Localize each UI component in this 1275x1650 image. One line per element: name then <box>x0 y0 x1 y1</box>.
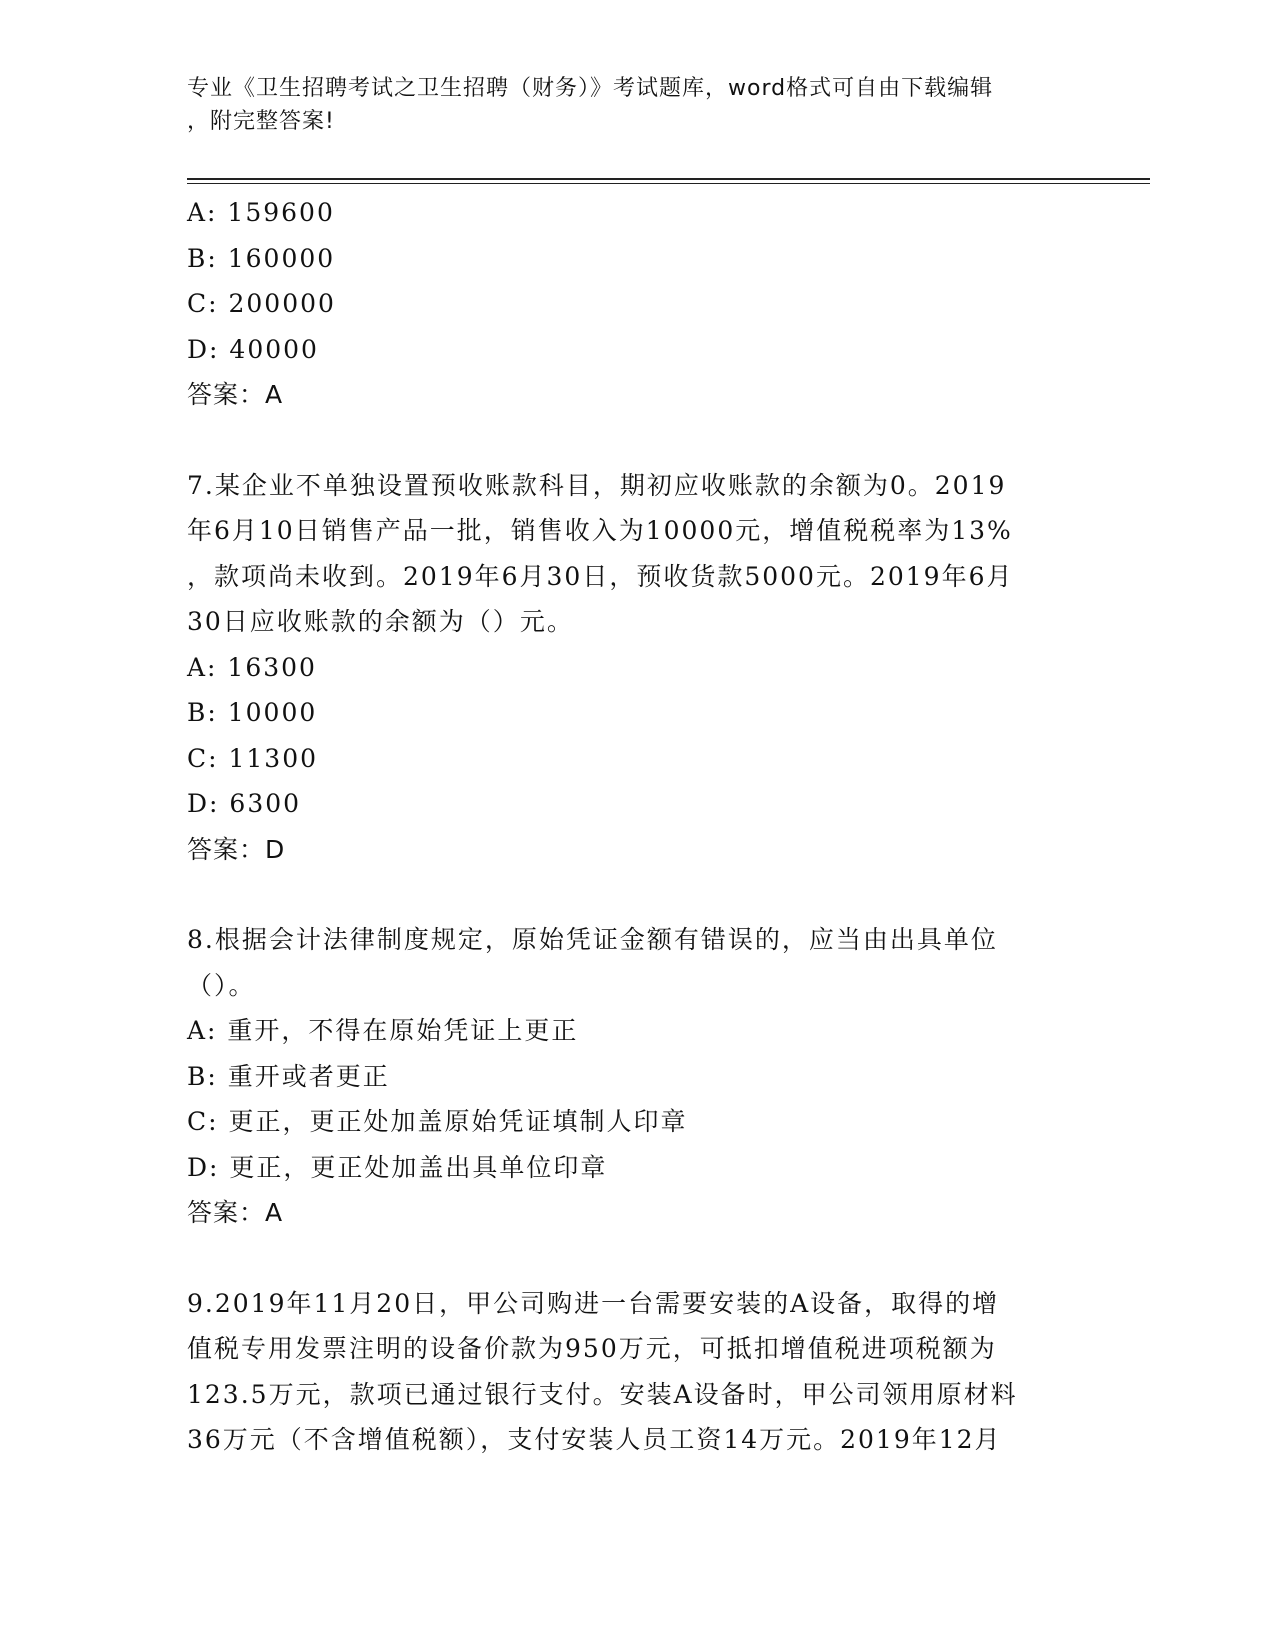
question-text-line: 36万元（不含增值税额），支付安装人员工资14万元。2019年12月 <box>187 1425 1002 1454</box>
header-divider-thick <box>187 178 1150 180</box>
option-d: D: 更正，更正处加盖出具单位印章 <box>187 1152 608 1182</box>
question-9 <box>187 1281 1087 1463</box>
option-c: C: 200000 <box>187 289 336 318</box>
document-body <box>187 190 1087 1463</box>
answer-line: 答案：A <box>187 1198 284 1227</box>
header-line-2: ，附完整答案! <box>187 109 335 134</box>
question-8 <box>187 917 1087 1236</box>
option-c: C: 11300 <box>187 743 319 773</box>
header-line-1: 专业《卫生招聘考试之卫生招聘（财务）》考试题库，word格式可自由下载编辑 <box>187 76 994 101</box>
option-d: D: 6300 <box>187 789 302 818</box>
question-text-line: ，款项尚未收到。2019年6月30日，预收货款5000元。2019年6月 <box>187 561 1014 591</box>
option-a: A: 16300 <box>187 652 317 682</box>
document-header <box>187 72 1067 138</box>
question-text-line: 30日应收账款的余额为（）元。 <box>187 607 574 636</box>
answer-line: 答案：D <box>187 834 286 864</box>
option-a: A: 159600 <box>187 198 335 227</box>
question-text-line: 9.2019年11月20日，甲公司购进一台需要安装的A设备，取得的增 <box>187 1288 1000 1318</box>
question-text-line: 7.某企业不单独设置预收账款科目，期初应收账款的余额为0。2019 <box>187 470 1007 500</box>
question-text-line: 值税专用发票注明的设备价款为950万元，可抵扣增值税进项税额为 <box>187 1334 997 1363</box>
question-text-line: 123.5万元，款项已通过银行支付。安装A设备时，甲公司领用原材料 <box>187 1379 1018 1409</box>
question-text-line: 8.根据会计法律制度规定，原始凭证金额有错误的，应当由出具单位 <box>187 925 998 954</box>
option-d: D: 40000 <box>187 334 319 364</box>
question-text-line: （）。 <box>187 970 256 1000</box>
option-a: A: 重开，不得在原始凭证上更正 <box>187 1016 579 1045</box>
question-text-line: 年6月10日销售产品一批，销售收入为10000元，增值税税率为13% <box>187 516 1013 545</box>
question-7 <box>187 463 1087 873</box>
question-6-tail <box>187 190 1087 418</box>
answer-line: 答案：A <box>187 380 284 409</box>
option-c: C: 更正，更正处加盖原始凭证填制人印章 <box>187 1107 688 1136</box>
option-b: B: 10000 <box>187 698 318 727</box>
option-b: B: 重开或者更正 <box>187 1061 390 1091</box>
header-divider-thin <box>187 183 1150 184</box>
option-b: B: 160000 <box>187 243 336 273</box>
